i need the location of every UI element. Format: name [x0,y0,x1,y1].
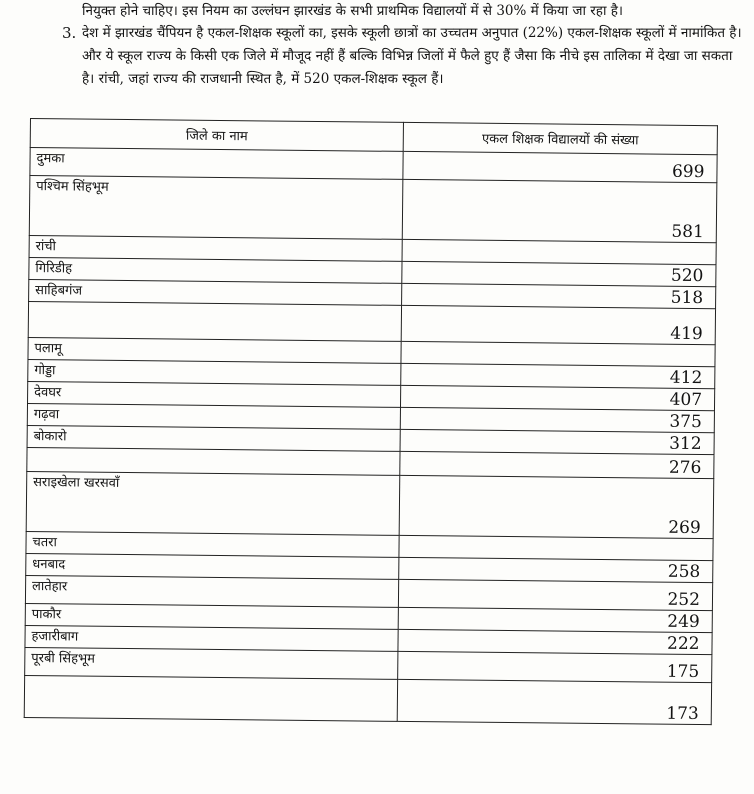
intro-line-1: नियुक्त होने चाहिए। इस नियम का उल्लंघन झारखंड के सभी प्राथमिक विद्यालयों में से 30% में किया जा रहा है। [82,3,624,19]
school-count-cell: 407 [400,385,714,410]
district-name-cell: पश्चिम सिंहभूम [29,176,403,240]
district-name-cell: सराइखेला खरसवाँ [26,471,400,535]
district-name-cell: साहिबगंज [29,279,402,305]
school-count-cell [402,239,716,264]
school-count-cell: 419 [401,305,715,344]
point-number: 3. [62,24,77,42]
school-count-cell: 276 [400,451,714,478]
district-name-cell: हजारीबाग [25,625,398,651]
school-count-cell: 520 [402,261,716,286]
school-count-cell: 258 [399,557,713,582]
district-name-cell: चतरा [26,531,399,557]
point-paragraph: देश में झारखंड चैंपियन है एकल-शिक्षक स्कूलों का, इसके स्कूली छात्रों का उच्चतम अनुपात (22%) एकल-शिक्षक स्कूलों में नामांकित है। और ये स्कूल राज्य के किसी एक जिले में मौजूद नहीं हैं बल्कि विभिन्न जिलों में फैले हुए हैं जैसा कि नीचे इस तालिका में देखा जा सकता है। रांची, जहां राज्य की राजधानी स्थित है, में 520 एकल-शिक्षक स्कूल हैं। [82,25,742,87]
district-name-cell: पाकौर [25,603,398,629]
table-row [24,675,711,724]
header-district: जिले का नाम [30,119,403,152]
district-name-cell: गिरिडीह [29,257,402,283]
district-name-cell: गोड्डा [28,359,401,385]
school-count-cell: 312 [400,429,714,454]
district-name-cell: गढ़वा [27,403,400,429]
district-name-cell [28,301,401,341]
school-count-cell: 269 [399,475,714,538]
school-count-cell [399,535,713,560]
school-count-cell: 173 [397,679,711,724]
table-row [26,471,714,538]
district-name-cell: रांची [29,235,402,261]
table-body [24,148,717,725]
district-name-cell: दुमका [30,148,403,180]
school-count-cell: 518 [402,283,716,308]
district-name-cell: देवघर [28,381,401,407]
district-table [24,118,718,725]
district-name-cell: पूरबी सिंहभूम [25,647,398,679]
school-count-cell: 222 [398,629,712,654]
school-count-cell: 249 [398,607,712,632]
table-row [29,176,717,243]
district-name-cell: पलामू [28,337,401,363]
district-name-cell: धनबाद [26,553,399,579]
district-name-cell: बोकारो [27,425,400,451]
intro-text [0,0,754,110]
school-count-cell: 375 [400,407,714,432]
school-count-cell: 581 [402,179,717,242]
school-count-cell: 175 [398,651,712,682]
school-count-cell [401,341,715,366]
school-count-cell: 699 [403,151,717,182]
header-count: एकल शिक्षक विद्यालयों की संख्या [403,122,717,154]
district-name-cell: लातेहार [25,575,398,607]
school-count-cell: 412 [401,363,715,388]
district-name-cell [24,675,397,721]
school-count-cell: 252 [398,579,712,610]
